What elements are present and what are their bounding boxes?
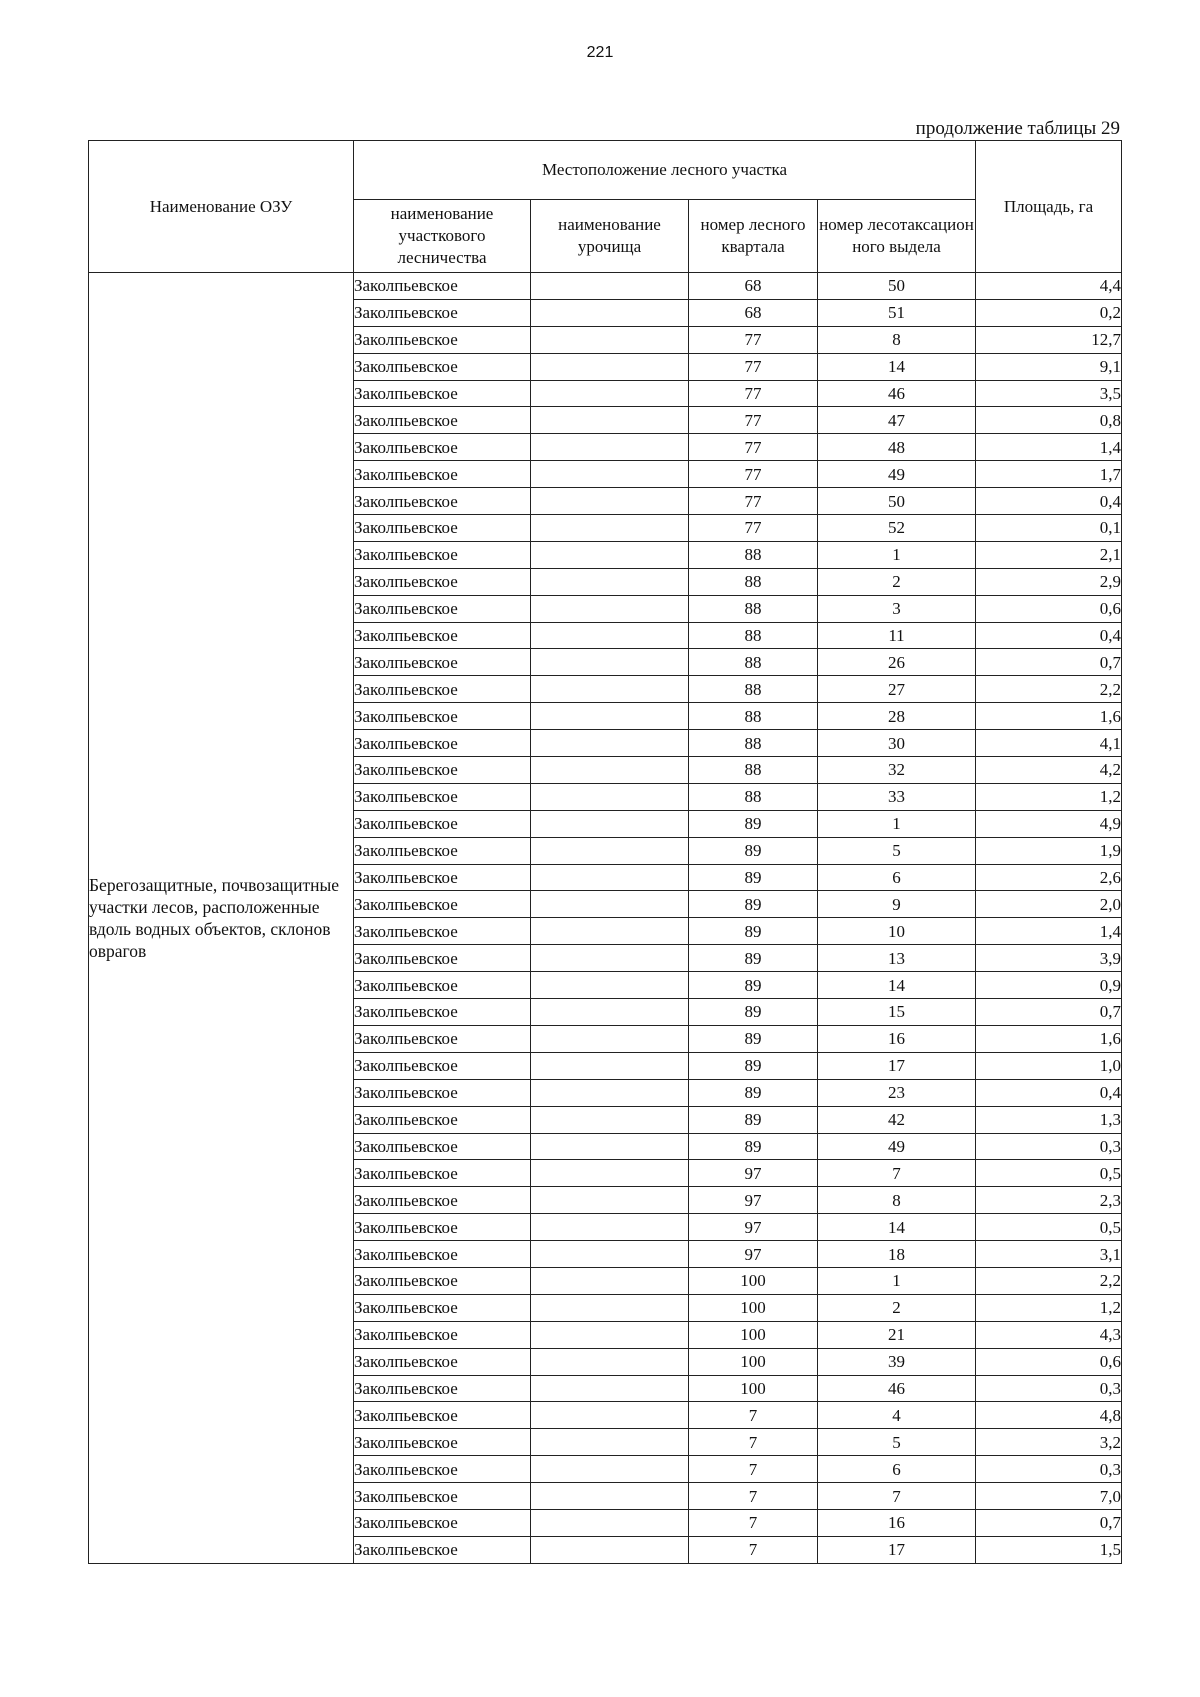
page-number: 221 bbox=[586, 44, 614, 61]
tract-cell bbox=[531, 595, 689, 622]
kvartal-cell: 97 bbox=[689, 1214, 818, 1241]
kvartal-cell: 77 bbox=[689, 380, 818, 407]
tract-cell bbox=[531, 1052, 689, 1079]
area-cell: 0,6 bbox=[976, 595, 1122, 622]
district-cell: Заколпьевское bbox=[354, 1106, 531, 1133]
district-cell: Заколпьевское bbox=[354, 757, 531, 784]
tract-cell bbox=[531, 1509, 689, 1536]
area-cell: 1,6 bbox=[976, 703, 1122, 730]
vydel-cell: 13 bbox=[818, 945, 976, 972]
vydel-cell: 8 bbox=[818, 326, 976, 353]
tract-cell bbox=[531, 622, 689, 649]
header-district: наименование участкового лесничества bbox=[354, 200, 531, 273]
tract-cell bbox=[531, 1456, 689, 1483]
vydel-cell: 16 bbox=[818, 1509, 976, 1536]
kvartal-cell: 89 bbox=[689, 972, 818, 999]
table-row bbox=[89, 273, 1122, 300]
area-cell: 0,6 bbox=[976, 1348, 1122, 1375]
vydel-cell: 33 bbox=[818, 783, 976, 810]
kvartal-cell: 89 bbox=[689, 999, 818, 1026]
tract-cell bbox=[531, 649, 689, 676]
vydel-cell: 46 bbox=[818, 1375, 976, 1402]
area-cell: 0,3 bbox=[976, 1133, 1122, 1160]
vydel-cell: 51 bbox=[818, 299, 976, 326]
district-cell: Заколпьевское bbox=[354, 1294, 531, 1321]
kvartal-cell: 7 bbox=[689, 1483, 818, 1510]
kvartal-cell: 100 bbox=[689, 1348, 818, 1375]
kvartal-cell: 89 bbox=[689, 918, 818, 945]
tract-cell bbox=[531, 945, 689, 972]
vydel-cell: 50 bbox=[818, 488, 976, 515]
kvartal-cell: 7 bbox=[689, 1402, 818, 1429]
area-cell: 4,1 bbox=[976, 730, 1122, 757]
district-cell: Заколпьевское bbox=[354, 945, 531, 972]
kvartal-cell: 89 bbox=[689, 891, 818, 918]
district-cell: Заколпьевское bbox=[354, 1456, 531, 1483]
district-cell: Заколпьевское bbox=[354, 703, 531, 730]
tract-cell bbox=[531, 380, 689, 407]
tract-cell bbox=[531, 1483, 689, 1510]
table-body bbox=[89, 273, 1122, 1564]
ozu-category-cell: Берегозащитные, почвозащитные участки лесов, расположенные вдоль водных объектов, склонов оврагов bbox=[89, 273, 354, 1564]
area-cell: 0,7 bbox=[976, 649, 1122, 676]
district-cell: Заколпьевское bbox=[354, 810, 531, 837]
district-cell: Заколпьевское bbox=[354, 568, 531, 595]
area-cell: 1,9 bbox=[976, 837, 1122, 864]
kvartal-cell: 88 bbox=[689, 595, 818, 622]
tract-cell bbox=[531, 730, 689, 757]
table-continuation-label: продолжение таблицы 29 bbox=[915, 118, 1120, 139]
district-cell: Заколпьевское bbox=[354, 380, 531, 407]
area-cell: 4,9 bbox=[976, 810, 1122, 837]
area-cell: 1,4 bbox=[976, 434, 1122, 461]
tract-cell bbox=[531, 1214, 689, 1241]
area-cell: 2,1 bbox=[976, 541, 1122, 568]
tract-cell bbox=[531, 273, 689, 300]
kvartal-cell: 88 bbox=[689, 622, 818, 649]
kvartal-cell: 89 bbox=[689, 1052, 818, 1079]
tract-cell bbox=[531, 1133, 689, 1160]
vydel-cell: 18 bbox=[818, 1241, 976, 1268]
district-cell: Заколпьевское bbox=[354, 1241, 531, 1268]
area-cell: 1,2 bbox=[976, 1294, 1122, 1321]
area-cell: 2,2 bbox=[976, 676, 1122, 703]
kvartal-cell: 77 bbox=[689, 353, 818, 380]
tract-cell bbox=[531, 1294, 689, 1321]
district-cell: Заколпьевское bbox=[354, 999, 531, 1026]
area-cell: 0,9 bbox=[976, 972, 1122, 999]
district-cell: Заколпьевское bbox=[354, 515, 531, 542]
district-cell: Заколпьевское bbox=[354, 273, 531, 300]
tract-cell bbox=[531, 461, 689, 488]
district-cell: Заколпьевское bbox=[354, 1429, 531, 1456]
district-cell: Заколпьевское bbox=[354, 783, 531, 810]
district-cell: Заколпьевское bbox=[354, 837, 531, 864]
kvartal-cell: 7 bbox=[689, 1536, 818, 1563]
district-cell: Заколпьевское bbox=[354, 1025, 531, 1052]
kvartal-cell: 97 bbox=[689, 1241, 818, 1268]
header-kvartal: номер лесного квартала bbox=[689, 200, 818, 273]
district-cell: Заколпьевское bbox=[354, 972, 531, 999]
district-cell: Заколпьевское bbox=[354, 326, 531, 353]
kvartal-cell: 97 bbox=[689, 1160, 818, 1187]
district-cell: Заколпьевское bbox=[354, 299, 531, 326]
area-cell: 0,4 bbox=[976, 488, 1122, 515]
kvartal-cell: 89 bbox=[689, 1106, 818, 1133]
district-cell: Заколпьевское bbox=[354, 1375, 531, 1402]
vydel-cell: 23 bbox=[818, 1079, 976, 1106]
district-cell: Заколпьевское bbox=[354, 864, 531, 891]
vydel-cell: 52 bbox=[818, 515, 976, 542]
area-cell: 0,7 bbox=[976, 1509, 1122, 1536]
vydel-cell: 3 bbox=[818, 595, 976, 622]
kvartal-cell: 77 bbox=[689, 434, 818, 461]
vydel-cell: 14 bbox=[818, 353, 976, 380]
tract-cell bbox=[531, 1348, 689, 1375]
tract-cell bbox=[531, 837, 689, 864]
vydel-cell: 11 bbox=[818, 622, 976, 649]
district-cell: Заколпьевское bbox=[354, 461, 531, 488]
vydel-cell: 2 bbox=[818, 1294, 976, 1321]
vydel-cell: 4 bbox=[818, 1402, 976, 1429]
kvartal-cell: 100 bbox=[689, 1375, 818, 1402]
vydel-cell: 32 bbox=[818, 757, 976, 784]
tract-cell bbox=[531, 541, 689, 568]
tract-cell bbox=[531, 326, 689, 353]
kvartal-cell: 7 bbox=[689, 1429, 818, 1456]
vydel-cell: 7 bbox=[818, 1160, 976, 1187]
vydel-cell: 49 bbox=[818, 1133, 976, 1160]
tract-cell bbox=[531, 1321, 689, 1348]
area-cell: 2,9 bbox=[976, 568, 1122, 595]
vydel-cell: 2 bbox=[818, 568, 976, 595]
tract-cell bbox=[531, 1160, 689, 1187]
vydel-cell: 15 bbox=[818, 999, 976, 1026]
kvartal-cell: 88 bbox=[689, 703, 818, 730]
kvartal-cell: 88 bbox=[689, 676, 818, 703]
area-cell: 0,3 bbox=[976, 1456, 1122, 1483]
vydel-cell: 46 bbox=[818, 380, 976, 407]
district-cell: Заколпьевское bbox=[354, 1079, 531, 1106]
district-cell: Заколпьевское bbox=[354, 1348, 531, 1375]
tract-cell bbox=[531, 864, 689, 891]
kvartal-cell: 88 bbox=[689, 649, 818, 676]
tract-cell bbox=[531, 434, 689, 461]
tract-cell bbox=[531, 891, 689, 918]
tract-cell bbox=[531, 568, 689, 595]
kvartal-cell: 7 bbox=[689, 1456, 818, 1483]
kvartal-cell: 100 bbox=[689, 1294, 818, 1321]
district-cell: Заколпьевское bbox=[354, 1536, 531, 1563]
district-cell: Заколпьевское bbox=[354, 1133, 531, 1160]
area-cell: 1,2 bbox=[976, 783, 1122, 810]
district-cell: Заколпьевское bbox=[354, 1267, 531, 1294]
area-cell: 3,5 bbox=[976, 380, 1122, 407]
district-cell: Заколпьевское bbox=[354, 918, 531, 945]
area-cell: 1,7 bbox=[976, 461, 1122, 488]
vydel-cell: 1 bbox=[818, 541, 976, 568]
vydel-cell: 47 bbox=[818, 407, 976, 434]
kvartal-cell: 68 bbox=[689, 299, 818, 326]
area-cell: 2,0 bbox=[976, 891, 1122, 918]
vydel-cell: 39 bbox=[818, 1348, 976, 1375]
district-cell: Заколпьевское bbox=[354, 595, 531, 622]
area-cell: 0,3 bbox=[976, 1375, 1122, 1402]
vydel-cell: 5 bbox=[818, 837, 976, 864]
tract-cell bbox=[531, 407, 689, 434]
tract-cell bbox=[531, 1536, 689, 1563]
area-cell: 1,5 bbox=[976, 1536, 1122, 1563]
tract-cell bbox=[531, 1267, 689, 1294]
tract-cell bbox=[531, 1106, 689, 1133]
vydel-cell: 1 bbox=[818, 810, 976, 837]
tract-cell bbox=[531, 1241, 689, 1268]
kvartal-cell: 77 bbox=[689, 488, 818, 515]
vydel-cell: 26 bbox=[818, 649, 976, 676]
district-cell: Заколпьевское bbox=[354, 891, 531, 918]
tract-cell bbox=[531, 1402, 689, 1429]
kvartal-cell: 100 bbox=[689, 1321, 818, 1348]
vydel-cell: 42 bbox=[818, 1106, 976, 1133]
district-cell: Заколпьевское bbox=[354, 353, 531, 380]
district-cell: Заколпьевское bbox=[354, 434, 531, 461]
kvartal-cell: 89 bbox=[689, 1079, 818, 1106]
vydel-cell: 30 bbox=[818, 730, 976, 757]
area-cell: 0,1 bbox=[976, 515, 1122, 542]
kvartal-cell: 89 bbox=[689, 1025, 818, 1052]
vydel-cell: 6 bbox=[818, 864, 976, 891]
kvartal-cell: 88 bbox=[689, 730, 818, 757]
vydel-cell: 17 bbox=[818, 1536, 976, 1563]
header-vydel: номер лесотаксацион ного выдела bbox=[818, 200, 976, 273]
area-cell: 1,4 bbox=[976, 918, 1122, 945]
district-cell: Заколпьевское bbox=[354, 1402, 531, 1429]
tract-cell bbox=[531, 1187, 689, 1214]
vydel-cell: 16 bbox=[818, 1025, 976, 1052]
kvartal-cell: 89 bbox=[689, 810, 818, 837]
vydel-cell: 10 bbox=[818, 918, 976, 945]
kvartal-cell: 77 bbox=[689, 326, 818, 353]
kvartal-cell: 88 bbox=[689, 783, 818, 810]
kvartal-cell: 100 bbox=[689, 1267, 818, 1294]
district-cell: Заколпьевское bbox=[354, 649, 531, 676]
header-ozu-name: Наименование ОЗУ bbox=[89, 141, 354, 273]
tract-cell bbox=[531, 972, 689, 999]
vydel-cell: 1 bbox=[818, 1267, 976, 1294]
kvartal-cell: 88 bbox=[689, 757, 818, 784]
kvartal-cell: 89 bbox=[689, 864, 818, 891]
vydel-cell: 5 bbox=[818, 1429, 976, 1456]
tract-cell bbox=[531, 703, 689, 730]
area-cell: 3,1 bbox=[976, 1241, 1122, 1268]
vydel-cell: 28 bbox=[818, 703, 976, 730]
vydel-cell: 7 bbox=[818, 1483, 976, 1510]
district-cell: Заколпьевское bbox=[354, 1052, 531, 1079]
area-cell: 3,9 bbox=[976, 945, 1122, 972]
tract-cell bbox=[531, 353, 689, 380]
district-cell: Заколпьевское bbox=[354, 676, 531, 703]
district-cell: Заколпьевское bbox=[354, 622, 531, 649]
area-cell: 4,3 bbox=[976, 1321, 1122, 1348]
area-cell: 0,5 bbox=[976, 1214, 1122, 1241]
table-header bbox=[89, 141, 1122, 273]
kvartal-cell: 7 bbox=[689, 1509, 818, 1536]
district-cell: Заколпьевское bbox=[354, 1509, 531, 1536]
tract-cell bbox=[531, 757, 689, 784]
area-cell: 2,6 bbox=[976, 864, 1122, 891]
vydel-cell: 21 bbox=[818, 1321, 976, 1348]
area-cell: 4,4 bbox=[976, 273, 1122, 300]
kvartal-cell: 89 bbox=[689, 837, 818, 864]
district-cell: Заколпьевское bbox=[354, 1214, 531, 1241]
district-cell: Заколпьевское bbox=[354, 488, 531, 515]
kvartal-cell: 77 bbox=[689, 407, 818, 434]
vydel-cell: 9 bbox=[818, 891, 976, 918]
tract-cell bbox=[531, 515, 689, 542]
area-cell: 12,7 bbox=[976, 326, 1122, 353]
header-area: Площадь, га bbox=[976, 141, 1122, 273]
header-tract: наименование урочища bbox=[531, 200, 689, 273]
header-location: Местоположение лесного участка bbox=[354, 141, 976, 200]
vydel-cell: 50 bbox=[818, 273, 976, 300]
tract-cell bbox=[531, 1079, 689, 1106]
district-cell: Заколпьевское bbox=[354, 541, 531, 568]
vydel-cell: 17 bbox=[818, 1052, 976, 1079]
kvartal-cell: 89 bbox=[689, 945, 818, 972]
kvartal-cell: 88 bbox=[689, 541, 818, 568]
area-cell: 9,1 bbox=[976, 353, 1122, 380]
area-cell: 7,0 bbox=[976, 1483, 1122, 1510]
vydel-cell: 8 bbox=[818, 1187, 976, 1214]
vydel-cell: 14 bbox=[818, 1214, 976, 1241]
district-cell: Заколпьевское bbox=[354, 1321, 531, 1348]
district-cell: Заколпьевское bbox=[354, 407, 531, 434]
tract-cell bbox=[531, 488, 689, 515]
area-cell: 1,6 bbox=[976, 1025, 1122, 1052]
area-cell: 0,4 bbox=[976, 622, 1122, 649]
vydel-cell: 49 bbox=[818, 461, 976, 488]
vydel-cell: 48 bbox=[818, 434, 976, 461]
tract-cell bbox=[531, 918, 689, 945]
vydel-cell: 14 bbox=[818, 972, 976, 999]
area-cell: 0,5 bbox=[976, 1160, 1122, 1187]
vydel-cell: 27 bbox=[818, 676, 976, 703]
kvartal-cell: 68 bbox=[689, 273, 818, 300]
tract-cell bbox=[531, 999, 689, 1026]
kvartal-cell: 88 bbox=[689, 568, 818, 595]
kvartal-cell: 77 bbox=[689, 461, 818, 488]
area-cell: 0,4 bbox=[976, 1079, 1122, 1106]
tract-cell bbox=[531, 810, 689, 837]
kvartal-cell: 97 bbox=[689, 1187, 818, 1214]
forest-plots-table bbox=[88, 140, 1122, 1564]
district-cell: Заколпьевское bbox=[354, 730, 531, 757]
tract-cell bbox=[531, 1429, 689, 1456]
district-cell: Заколпьевское bbox=[354, 1187, 531, 1214]
tract-cell bbox=[531, 299, 689, 326]
area-cell: 1,0 bbox=[976, 1052, 1122, 1079]
area-cell: 0,2 bbox=[976, 299, 1122, 326]
tract-cell bbox=[531, 676, 689, 703]
area-cell: 4,8 bbox=[976, 1402, 1122, 1429]
kvartal-cell: 89 bbox=[689, 1133, 818, 1160]
area-cell: 2,3 bbox=[976, 1187, 1122, 1214]
area-cell: 2,2 bbox=[976, 1267, 1122, 1294]
vydel-cell: 6 bbox=[818, 1456, 976, 1483]
area-cell: 0,8 bbox=[976, 407, 1122, 434]
area-cell: 4,2 bbox=[976, 757, 1122, 784]
tract-cell bbox=[531, 1025, 689, 1052]
district-cell: Заколпьевское bbox=[354, 1483, 531, 1510]
tract-cell bbox=[531, 783, 689, 810]
district-cell: Заколпьевское bbox=[354, 1160, 531, 1187]
area-cell: 1,3 bbox=[976, 1106, 1122, 1133]
kvartal-cell: 77 bbox=[689, 515, 818, 542]
area-cell: 0,7 bbox=[976, 999, 1122, 1026]
tract-cell bbox=[531, 1375, 689, 1402]
area-cell: 3,2 bbox=[976, 1429, 1122, 1456]
